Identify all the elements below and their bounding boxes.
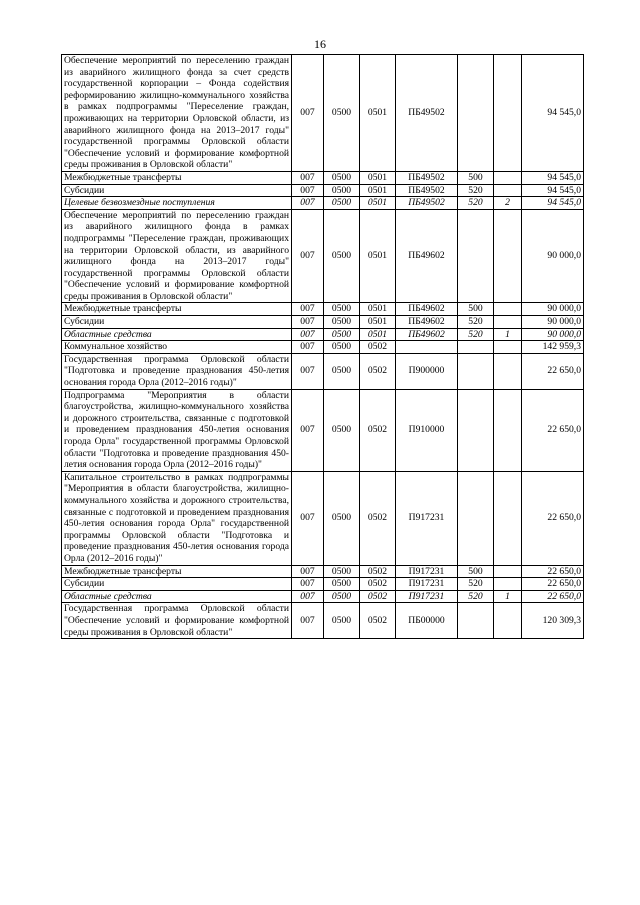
row-description: Областные средства bbox=[62, 590, 292, 603]
budget-table-body bbox=[62, 55, 584, 639]
amount-cell: 22 650,0 bbox=[522, 578, 584, 591]
expense-type-cell bbox=[458, 341, 494, 354]
row-description: Областные средства bbox=[62, 328, 292, 341]
table-row bbox=[62, 171, 584, 184]
ministry-code-cell: 007 bbox=[292, 565, 324, 578]
funding-source-cell bbox=[494, 341, 522, 354]
table-row bbox=[62, 353, 584, 389]
ministry-code-cell: 007 bbox=[292, 353, 324, 389]
ministry-code-cell: 007 bbox=[292, 389, 324, 471]
ministry-code-cell: 007 bbox=[292, 55, 324, 172]
ministry-code-cell: 007 bbox=[292, 578, 324, 591]
subsection-code-cell: 0501 bbox=[360, 197, 396, 210]
funding-source-cell bbox=[494, 171, 522, 184]
target-article-cell: П917231 bbox=[396, 578, 458, 591]
ministry-code-cell: 007 bbox=[292, 341, 324, 354]
subsection-code-cell: 0501 bbox=[360, 328, 396, 341]
row-description: Обеспечение мероприятий по переселению граждан из аварийного жилищного фонда за счет средств государственной корпорации – Фонда содействия реформированию жилищно-коммунального хозяйства в рамках подпрограммы "Переселение граждан, проживающих на территории Орловской области, из аварийного жилищного фонда на 2013–2017 годы" государственной программы Орловской области "Обеспечение условий и формирование комфортной среды проживания в Орловской области" bbox=[62, 55, 292, 172]
section-code-cell: 0500 bbox=[324, 389, 360, 471]
table-row bbox=[62, 55, 584, 172]
funding-source-cell bbox=[494, 209, 522, 303]
target-article-cell: ПБ49602 bbox=[396, 316, 458, 329]
target-article-cell: ПБ00000 bbox=[396, 603, 458, 639]
table-row bbox=[62, 565, 584, 578]
section-code-cell: 0500 bbox=[324, 341, 360, 354]
subsection-code-cell: 0502 bbox=[360, 389, 396, 471]
section-code-cell: 0500 bbox=[324, 55, 360, 172]
expense-type-cell: 500 bbox=[458, 303, 494, 316]
page-number: 16 bbox=[314, 37, 326, 51]
expense-type-cell bbox=[458, 353, 494, 389]
subsection-code-cell: 0501 bbox=[360, 316, 396, 329]
target-article-cell: П917231 bbox=[396, 565, 458, 578]
ministry-code-cell: 007 bbox=[292, 471, 324, 565]
subsection-code-cell: 0502 bbox=[360, 603, 396, 639]
subsection-code-cell: 0502 bbox=[360, 590, 396, 603]
row-description: Межбюджетные трансферты bbox=[62, 565, 292, 578]
subsection-code-cell: 0502 bbox=[360, 565, 396, 578]
expense-type-cell bbox=[458, 603, 494, 639]
funding-source-cell bbox=[494, 184, 522, 197]
subsection-code-cell: 0502 bbox=[360, 471, 396, 565]
subsection-code-cell: 0501 bbox=[360, 209, 396, 303]
row-description: Подпрограмма "Мероприятия в области благоустройства, жилищно-коммунального хозяйства и дорожного строительства, связанные с подготовкой и проведением празднования 450-летия основания города Орла" государственной программы Орловской области "Подготовка и проведение празднования 450-летия основания города Орла (2012–2016 годы)" bbox=[62, 389, 292, 471]
amount-cell: 22 650,0 bbox=[522, 389, 584, 471]
amount-cell: 22 650,0 bbox=[522, 590, 584, 603]
funding-source-cell bbox=[494, 603, 522, 639]
subsection-code-cell: 0502 bbox=[360, 341, 396, 354]
funding-source-cell bbox=[494, 303, 522, 316]
expense-type-cell: 520 bbox=[458, 578, 494, 591]
funding-source-cell bbox=[494, 578, 522, 591]
table-row bbox=[62, 341, 584, 354]
subsection-code-cell: 0501 bbox=[360, 55, 396, 172]
amount-cell: 94 545,0 bbox=[522, 171, 584, 184]
section-code-cell: 0500 bbox=[324, 578, 360, 591]
amount-cell: 90 000,0 bbox=[522, 209, 584, 303]
row-description: Субсидии bbox=[62, 184, 292, 197]
target-article-cell: П900000 bbox=[396, 353, 458, 389]
table-row bbox=[62, 209, 584, 303]
target-article-cell: П917231 bbox=[396, 590, 458, 603]
ministry-code-cell: 007 bbox=[292, 328, 324, 341]
target-article-cell: П910000 bbox=[396, 389, 458, 471]
table-row bbox=[62, 590, 584, 603]
section-code-cell: 0500 bbox=[324, 565, 360, 578]
subsection-code-cell: 0501 bbox=[360, 184, 396, 197]
amount-cell: 142 959,3 bbox=[522, 341, 584, 354]
funding-source-cell: 1 bbox=[494, 590, 522, 603]
row-description: Обеспечение мероприятий по переселению граждан из аварийного жилищного фонда в рамках подпрограммы "Переселение граждан, проживающих на территории Орловской области, из аварийного жилищного фонда на 2013–2017 годы" государственной программы Орловской области "Обеспечение условий и формирование комфортной среды проживания в Орловской области" bbox=[62, 209, 292, 303]
table-row bbox=[62, 578, 584, 591]
table-row bbox=[62, 316, 584, 329]
ministry-code-cell: 007 bbox=[292, 316, 324, 329]
ministry-code-cell: 007 bbox=[292, 303, 324, 316]
expense-type-cell bbox=[458, 471, 494, 565]
section-code-cell: 0500 bbox=[324, 303, 360, 316]
amount-cell: 94 545,0 bbox=[522, 197, 584, 210]
target-article-cell: П917231 bbox=[396, 471, 458, 565]
table-row bbox=[62, 471, 584, 565]
row-description: Межбюджетные трансферты bbox=[62, 303, 292, 316]
table-row bbox=[62, 197, 584, 210]
funding-source-cell bbox=[494, 316, 522, 329]
expense-type-cell: 500 bbox=[458, 565, 494, 578]
row-description: Государственная программа Орловской области "Подготовка и проведение празднования 450-летия основания города Орла (2012–2016 годы)" bbox=[62, 353, 292, 389]
section-code-cell: 0500 bbox=[324, 316, 360, 329]
target-article-cell bbox=[396, 341, 458, 354]
ministry-code-cell: 007 bbox=[292, 171, 324, 184]
target-article-cell: ПБ49602 bbox=[396, 303, 458, 316]
funding-source-cell: 1 bbox=[494, 328, 522, 341]
funding-source-cell bbox=[494, 471, 522, 565]
expense-type-cell: 500 bbox=[458, 171, 494, 184]
amount-cell: 94 545,0 bbox=[522, 55, 584, 172]
target-article-cell: ПБ49502 bbox=[396, 171, 458, 184]
section-code-cell: 0500 bbox=[324, 209, 360, 303]
amount-cell: 90 000,0 bbox=[522, 316, 584, 329]
amount-cell: 120 309,3 bbox=[522, 603, 584, 639]
row-description: Межбюджетные трансферты bbox=[62, 171, 292, 184]
ministry-code-cell: 007 bbox=[292, 184, 324, 197]
expense-type-cell: 520 bbox=[458, 590, 494, 603]
row-description: Целевые безвозмездные поступления bbox=[62, 197, 292, 210]
expense-type-cell bbox=[458, 389, 494, 471]
row-description: Капитальное строительство в рамках подпрограммы "Мероприятия в области благоустройства, жилищно-коммунального хозяйства и дорожного строительства, связанные с подготовкой и проведением празднования 450-летия основания города Орла" государственной программы Орловской области "Подготовка и проведение празднования 450-летия основания города Орла (2012–2016 годы)" bbox=[62, 471, 292, 565]
subsection-code-cell: 0502 bbox=[360, 353, 396, 389]
table-row bbox=[62, 184, 584, 197]
amount-cell: 94 545,0 bbox=[522, 184, 584, 197]
section-code-cell: 0500 bbox=[324, 328, 360, 341]
funding-source-cell bbox=[494, 353, 522, 389]
section-code-cell: 0500 bbox=[324, 603, 360, 639]
ministry-code-cell: 007 bbox=[292, 603, 324, 639]
target-article-cell: ПБ49602 bbox=[396, 209, 458, 303]
ministry-code-cell: 007 bbox=[292, 197, 324, 210]
amount-cell: 90 000,0 bbox=[522, 328, 584, 341]
section-code-cell: 0500 bbox=[324, 171, 360, 184]
row-description: Субсидии bbox=[62, 578, 292, 591]
funding-source-cell: 2 bbox=[494, 197, 522, 210]
row-description: Коммунальное хозяйство bbox=[62, 341, 292, 354]
subsection-code-cell: 0501 bbox=[360, 303, 396, 316]
expense-type-cell bbox=[458, 55, 494, 172]
target-article-cell: ПБ49502 bbox=[396, 55, 458, 172]
row-description: Субсидии bbox=[62, 316, 292, 329]
expense-type-cell bbox=[458, 209, 494, 303]
expense-type-cell: 520 bbox=[458, 184, 494, 197]
subsection-code-cell: 0502 bbox=[360, 578, 396, 591]
funding-source-cell bbox=[494, 55, 522, 172]
funding-source-cell bbox=[494, 565, 522, 578]
amount-cell: 22 650,0 bbox=[522, 353, 584, 389]
funding-source-cell bbox=[494, 389, 522, 471]
ministry-code-cell: 007 bbox=[292, 590, 324, 603]
table-row bbox=[62, 603, 584, 639]
table-row bbox=[62, 328, 584, 341]
table-row bbox=[62, 389, 584, 471]
section-code-cell: 0500 bbox=[324, 184, 360, 197]
budget-table bbox=[61, 54, 584, 639]
target-article-cell: ПБ49502 bbox=[396, 197, 458, 210]
section-code-cell: 0500 bbox=[324, 353, 360, 389]
amount-cell: 22 650,0 bbox=[522, 471, 584, 565]
target-article-cell: ПБ49602 bbox=[396, 328, 458, 341]
row-description: Государственная программа Орловской области "Обеспечение условий и формирование комфортной среды проживания в Орловской области" bbox=[62, 603, 292, 639]
subsection-code-cell: 0501 bbox=[360, 171, 396, 184]
section-code-cell: 0500 bbox=[324, 590, 360, 603]
expense-type-cell: 520 bbox=[458, 316, 494, 329]
amount-cell: 22 650,0 bbox=[522, 565, 584, 578]
target-article-cell: ПБ49502 bbox=[396, 184, 458, 197]
table-row bbox=[62, 303, 584, 316]
amount-cell: 90 000,0 bbox=[522, 303, 584, 316]
section-code-cell: 0500 bbox=[324, 197, 360, 210]
expense-type-cell: 520 bbox=[458, 197, 494, 210]
ministry-code-cell: 007 bbox=[292, 209, 324, 303]
expense-type-cell: 520 bbox=[458, 328, 494, 341]
section-code-cell: 0500 bbox=[324, 471, 360, 565]
